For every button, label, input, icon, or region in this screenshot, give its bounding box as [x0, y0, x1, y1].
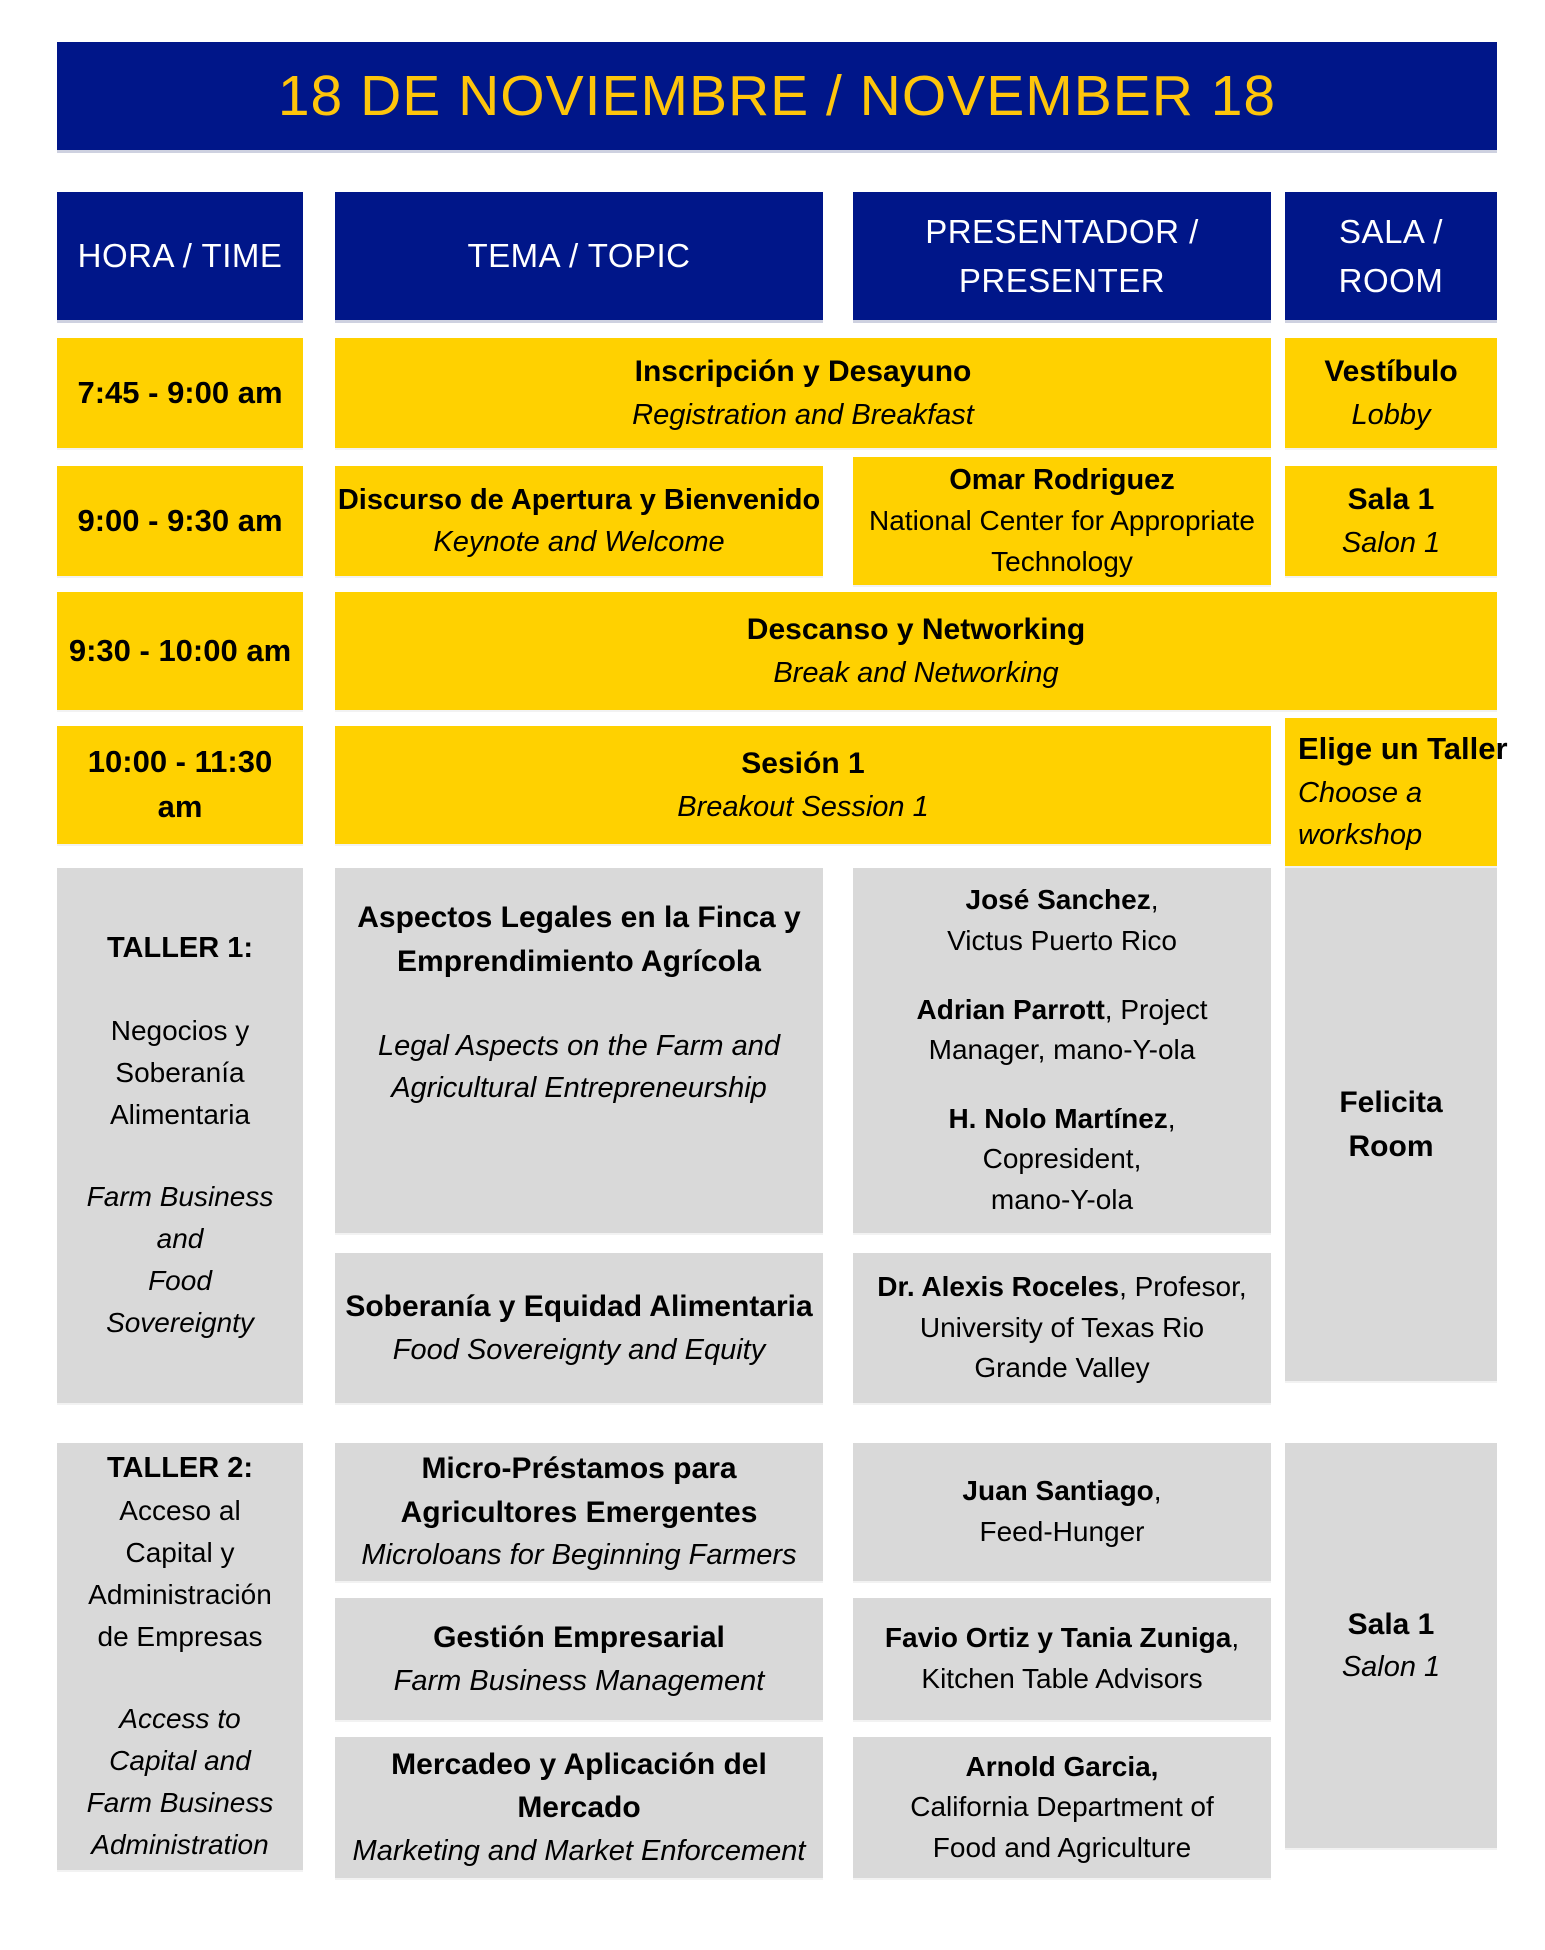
cell-presenters-legal-aspects: [853, 868, 1271, 1233]
room-taller2-en: Salon 1: [1341, 1651, 1441, 1684]
cell-topic-legal-aspects: [335, 868, 823, 1233]
cell-taller2-label: [57, 1443, 303, 1870]
date-banner: [57, 42, 1497, 150]
time-registration: 7:45 - 9:00 am: [77, 374, 283, 410]
room-taller2-es: Sala 1: [1347, 1607, 1435, 1641]
topic-keynote-es: Discurso de Apertura y Bienvenido: [337, 483, 821, 516]
topic-microloans-es-line2: Agricultores Emergentes: [400, 1495, 758, 1529]
room-session1-en-line2: workshop: [1298, 819, 1423, 852]
header-cell-time: [57, 192, 303, 320]
cell-taller1-label: [57, 868, 303, 1403]
cell-room-registration: [1285, 338, 1497, 448]
cell-topic-break: [335, 592, 1497, 710]
topic-break-en: Break and Networking: [773, 656, 1059, 689]
topic-registration-en: Registration and Breakfast: [632, 398, 974, 431]
cell-presenter-favio-tania: [853, 1598, 1271, 1720]
cell-topic-keynote: [335, 466, 823, 576]
topic-legal-es: Aspectos Legales en la Finca y Emprendimiento Agrícola: [357, 901, 801, 978]
cell-topic-registration: [335, 338, 1271, 448]
cell-time-registration: [57, 338, 303, 448]
topic-sovereignty-es: Soberanía y Equidad Alimentaria: [345, 1290, 813, 1324]
topic-marketing-es-line2: Mercado: [517, 1791, 641, 1825]
topic-session1-es: Sesión 1: [741, 747, 865, 781]
room-keynote-es: Sala 1: [1347, 483, 1435, 517]
presenter-adrian-parrott: Adrian Parrott, Project Manager, mano-Y-ola: [916, 993, 1208, 1066]
presenter-favio-tania: Favio Ortiz y Tania Zuniga, Kitchen Table Advisors: [884, 1622, 1240, 1694]
presenter-keynote-org-line2: Technology: [991, 546, 1133, 578]
cell-presenter-arnold-garcia: [853, 1737, 1271, 1878]
cell-time-keynote: [57, 466, 303, 576]
time-keynote: 9:00 - 9:30 am: [77, 502, 283, 538]
topic-microloans-es-line1: Micro-Préstamos para: [421, 1452, 737, 1486]
room-taller1-line1: Felicita: [1339, 1086, 1443, 1119]
room-taller1-line2: Room: [1348, 1129, 1434, 1163]
date-banner-title: 18 DE NOVIEMBRE / NOVEMBER 18: [277, 64, 1277, 128]
topic-sovereignty-en: Food Sovereignty and Equity: [392, 1333, 766, 1366]
presenter-arnold-garcia: Arnold Garcia, California Department of Food and Agriculture: [910, 1750, 1214, 1863]
topic-microloans-en: Microloans for Beginning Farmers: [361, 1539, 797, 1572]
topic-registration-es: Inscripción y Desayuno: [634, 355, 972, 389]
cell-topic-management: [335, 1598, 823, 1720]
cell-topic-session1: [335, 726, 1271, 844]
topic-keynote-en: Keynote and Welcome: [433, 526, 725, 558]
cell-topic-marketing: [335, 1737, 823, 1878]
room-session1-en-line1: Choose a: [1298, 777, 1423, 810]
topic-break-es: Descanso y Networking: [746, 613, 1086, 647]
header-topic-label: TEMA / TOPIC: [467, 237, 691, 275]
topic-management-es: Gestión Empresarial: [433, 1621, 725, 1655]
header-room-line1: SALA /: [1339, 212, 1443, 250]
cell-room-taller1: [1285, 868, 1497, 1381]
cell-topic-sovereignty: [335, 1253, 823, 1403]
topic-marketing-en: Marketing and Market Enforcement: [352, 1834, 806, 1867]
header-presenter-line2: PRESENTER: [958, 262, 1166, 299]
cell-time-break: [57, 592, 303, 710]
topic-marketing-es-line1: Mercadeo y Aplicación del: [391, 1747, 767, 1781]
taller2-en-lines: Access to Capital and Farm Business Administration: [86, 1703, 274, 1861]
header-room-line2: ROOM: [1338, 262, 1444, 299]
topic-management-en: Farm Business Management: [393, 1664, 765, 1697]
cell-presenter-juan-santiago: [853, 1443, 1271, 1581]
presenter-nolo-martinez: H. Nolo Martínez, Copresident, mano-Y-ola: [948, 1102, 1176, 1215]
cell-time-session1: [57, 726, 303, 844]
cell-room-taller2: [1285, 1443, 1497, 1848]
room-registration-es: Vestíbulo: [1324, 355, 1458, 389]
header-cell-topic: [335, 192, 823, 320]
cell-topic-microloans: [335, 1443, 823, 1581]
topic-legal-en: Legal Aspects on the Farm and Agricultural Entrepreneurship: [378, 1030, 780, 1105]
taller1-es-lines: Negocios y Soberanía Alimentaria: [109, 1015, 251, 1131]
header-cell-room: [1285, 192, 1497, 320]
schedule-table: [57, 192, 1508, 1878]
taller2-label: TALLER 2:: [106, 1451, 254, 1484]
room-keynote-en: Salon 1: [1341, 526, 1441, 559]
header-time-label: HORA / TIME: [77, 237, 283, 275]
presenter-jose-sanchez: José Sanchez, Victus Puerto Rico: [947, 884, 1177, 957]
room-session1-es: Elige un Taller: [1298, 731, 1508, 767]
room-registration-en: Lobby: [1351, 398, 1431, 431]
header-cell-presenter: [853, 192, 1271, 320]
taller1-en-lines: Farm Business and Food Sovereignty: [86, 1181, 274, 1339]
taller2-es-lines: Acceso al Capital y Administración de Empresas: [88, 1495, 272, 1653]
header-presenter-line1: PRESENTADOR /: [925, 212, 1199, 250]
presenter-keynote-name: Omar Rodriguez: [949, 464, 1175, 497]
taller1-label: TALLER 1:: [106, 931, 254, 964]
topic-session1-en: Breakout Session 1: [677, 790, 929, 823]
time-break: 9:30 - 10:00 am: [68, 632, 292, 668]
presenter-keynote-org-line1: National Center for Appropriate: [869, 505, 1255, 537]
cell-presenter-alexis-roceles: [853, 1253, 1271, 1403]
cell-room-session1: [1285, 718, 1508, 866]
presenter-juan-santiago: Juan Santiago, Feed-Hunger: [962, 1475, 1162, 1547]
cell-presenter-keynote: [853, 457, 1271, 585]
time-session1: 10:00 - 11:30 am: [87, 744, 273, 824]
presenter-alexis-roceles: Dr. Alexis Roceles, Profesor, University of Texas Rio Grande Valley: [877, 1271, 1247, 1384]
cell-room-keynote: [1285, 466, 1497, 576]
